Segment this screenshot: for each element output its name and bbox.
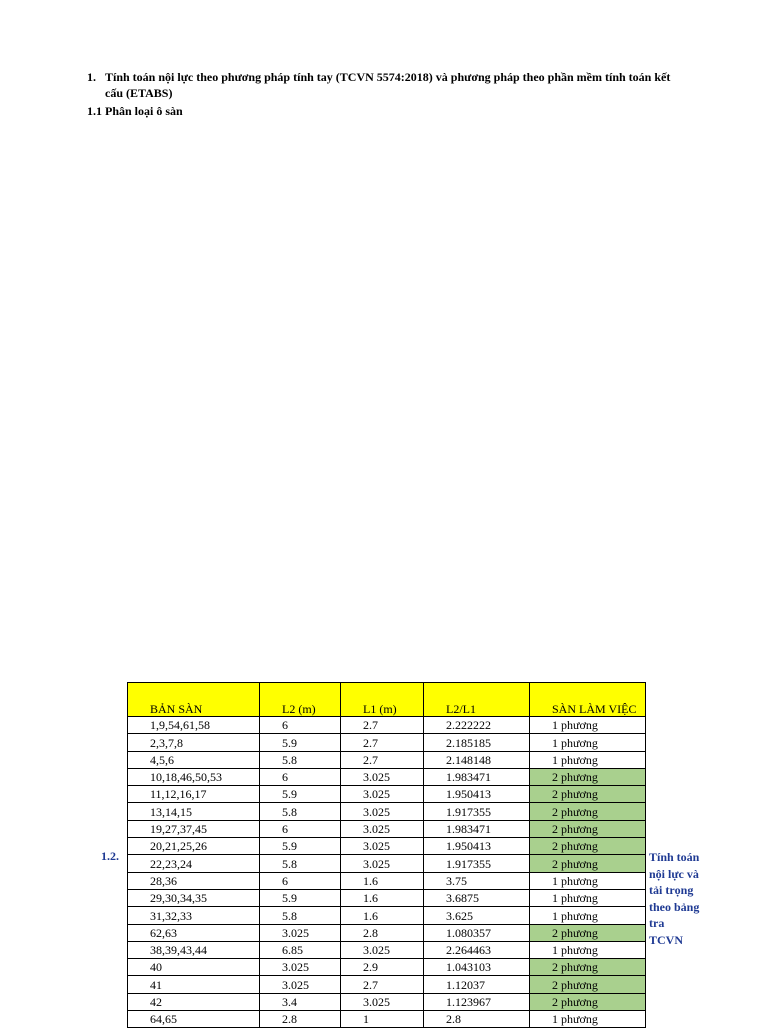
cell-slab-ids: 38,39,43,44 [128,941,260,958]
table-row [128,907,646,924]
cell-l2: 6 [260,768,341,785]
subsection-title-1-2: Tính toán nội lực và tải trọng theo bảng tra TCVN [649,850,700,947]
cell-l1: 1 [341,1011,424,1028]
cell-ratio: 3.75 [424,872,530,889]
cell-slab-ids: 28,36 [128,872,260,889]
table-row [128,717,646,734]
cell-working-direction: 2 phương [530,786,646,803]
table-row [128,803,646,820]
table-row [128,820,646,837]
cell-l1: 1.6 [341,889,424,906]
cell-working-direction: 1 phương [530,717,646,734]
cell-ratio: 2.148148 [424,751,530,768]
cell-l2: 5.8 [260,855,341,872]
cell-ratio: 1.917355 [424,855,530,872]
cell-slab-ids: 1,9,54,61,58 [128,717,260,734]
cell-slab-ids: 41 [128,976,260,993]
cell-l1: 2.8 [341,924,424,941]
cell-l2: 6 [260,820,341,837]
cell-working-direction: 2 phương [530,820,646,837]
cell-ratio: 1.983471 [424,768,530,785]
table-row [128,889,646,906]
cell-slab-ids: 40 [128,959,260,976]
header-ratio: L2/L1 [424,683,530,717]
header-working-direction: SÀN LÀM VIỆC [530,683,646,717]
cell-working-direction: 2 phương [530,976,646,993]
cell-l2: 5.8 [260,751,341,768]
header-l2: L2 (m) [260,683,341,717]
table-row [128,1011,646,1028]
table-row [128,872,646,889]
subsection-number-1-2: 1.2. [101,849,119,863]
cell-l2: 5.9 [260,734,341,751]
cell-l1: 3.025 [341,768,424,785]
cell-l2: 3.025 [260,976,341,993]
cell-l2: 6 [260,717,341,734]
cell-ratio: 1.043103 [424,959,530,976]
cell-slab-ids: 29,30,34,35 [128,889,260,906]
cell-ratio: 3.6875 [424,889,530,906]
cell-slab-ids: 4,5,6 [128,751,260,768]
cell-ratio: 3.625 [424,907,530,924]
table-row [128,768,646,785]
cell-slab-ids: 13,14,15 [128,803,260,820]
cell-ratio: 1.950413 [424,838,530,855]
table-row [128,924,646,941]
subsection-heading-1-1: 1.1 Phân loại ô sàn [87,104,183,118]
cell-l2: 5.9 [260,786,341,803]
cell-l2: 6 [260,872,341,889]
cell-l1: 3.025 [341,803,424,820]
cell-slab-ids: 62,63 [128,924,260,941]
table-row [128,855,646,872]
cell-working-direction: 2 phương [530,924,646,941]
cell-working-direction: 1 phương [530,734,646,751]
cell-slab-ids: 11,12,16,17 [128,786,260,803]
cell-ratio: 1.123967 [424,993,530,1010]
cell-l1: 1.6 [341,872,424,889]
cell-l2: 5.8 [260,803,341,820]
cell-slab-ids: 10,18,46,50,53 [128,768,260,785]
table-row [128,734,646,751]
cell-working-direction: 2 phương [530,768,646,785]
table-header-row [128,683,646,717]
cell-ratio: 1.080357 [424,924,530,941]
cell-working-direction: 2 phương [530,855,646,872]
header-ban-san: BẢN SÀN [128,683,260,717]
cell-l1: 3.025 [341,838,424,855]
table-row [128,993,646,1010]
cell-l2: 5.9 [260,838,341,855]
cell-l1: 3.025 [341,855,424,872]
table-row [128,959,646,976]
cell-slab-ids: 2,3,7,8 [128,734,260,751]
cell-l2: 3.025 [260,959,341,976]
cell-l2: 3.4 [260,993,341,1010]
cell-slab-ids: 31,32,33 [128,907,260,924]
cell-ratio: 1.12037 [424,976,530,993]
cell-working-direction: 1 phương [530,1011,646,1028]
cell-l2: 5.9 [260,889,341,906]
header-l1: L1 (m) [341,683,424,717]
cell-l1: 3.025 [341,820,424,837]
cell-l1: 2.7 [341,717,424,734]
cell-l1: 2.7 [341,734,424,751]
cell-ratio: 1.950413 [424,786,530,803]
cell-working-direction: 1 phương [530,941,646,958]
table-row [128,751,646,768]
cell-slab-ids: 20,21,25,26 [128,838,260,855]
table-row [128,786,646,803]
table-row [128,838,646,855]
table-row [128,976,646,993]
cell-l2: 3.025 [260,924,341,941]
cell-l2: 5.8 [260,907,341,924]
cell-ratio: 2.185185 [424,734,530,751]
cell-l2: 6.85 [260,941,341,958]
cell-ratio: 2.264463 [424,941,530,958]
cell-l1: 3.025 [341,993,424,1010]
cell-slab-ids: 19,27,37,45 [128,820,260,837]
cell-working-direction: 2 phương [530,838,646,855]
cell-working-direction: 2 phương [530,803,646,820]
cell-working-direction: 2 phương [530,993,646,1010]
cell-working-direction: 1 phương [530,907,646,924]
cell-l1: 1.6 [341,907,424,924]
cell-ratio: 1.983471 [424,820,530,837]
cell-working-direction: 1 phương [530,872,646,889]
slab-classification-table [127,682,646,1028]
cell-l1: 2.7 [341,751,424,768]
table-row [128,941,646,958]
cell-ratio: 1.917355 [424,803,530,820]
cell-l1: 3.025 [341,786,424,803]
cell-working-direction: 2 phương [530,959,646,976]
cell-l1: 3.025 [341,941,424,958]
cell-slab-ids: 42 [128,993,260,1010]
cell-ratio: 2.222222 [424,717,530,734]
cell-l1: 2.9 [341,959,424,976]
cell-ratio: 2.8 [424,1011,530,1028]
cell-l2: 2.8 [260,1011,341,1028]
cell-slab-ids: 64,65 [128,1011,260,1028]
cell-working-direction: 1 phương [530,889,646,906]
cell-l1: 2.7 [341,976,424,993]
section-number: 1. [87,70,96,84]
cell-working-direction: 1 phương [530,751,646,768]
cell-slab-ids: 22,23,24 [128,855,260,872]
section-title: Tính toán nội lực theo phương pháp tính tay (TCVN 5574:2018) và phương pháp theo phần mềm tính toán kết cấu (ETABS) [105,70,671,100]
